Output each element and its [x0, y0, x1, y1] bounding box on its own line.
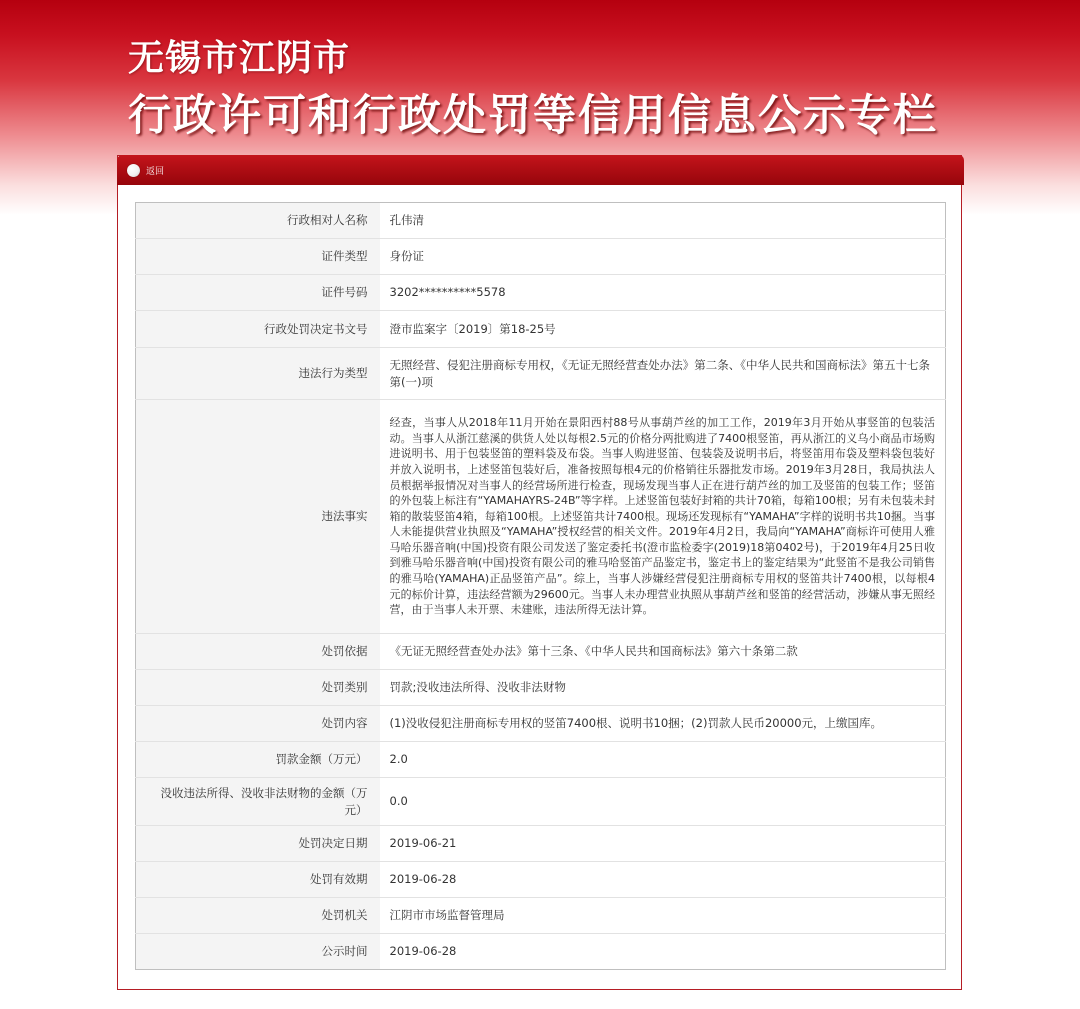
label-violation-type: 违法行为类型 [136, 348, 380, 400]
value-party-name: 孔伟清 [380, 203, 946, 239]
label-decision-number: 行政处罚决定书文号 [136, 311, 380, 348]
back-bullet-icon [127, 164, 140, 177]
site-title-column: 行政许可和行政处罚等信用信息公示专栏 [128, 91, 938, 141]
row-validity-date [136, 862, 946, 898]
label-penalty-basis: 处罚依据 [136, 634, 380, 670]
value-decision-date: 2019-06-21 [380, 826, 946, 862]
label-penalty-category: 处罚类别 [136, 670, 380, 706]
label-publish-date: 公示时间 [136, 934, 380, 970]
label-penalty-content: 处罚内容 [136, 706, 380, 742]
row-violation-facts [136, 400, 946, 634]
row-confiscation-amount [136, 778, 946, 826]
detail-panel [117, 155, 962, 990]
value-violation-facts: 经查，当事人从2018年11月开始在景阳西村88号从事葫芦丝的加工工作，2019年3月开始从事竖笛的包装活动。当事人从浙江慈溪的供货人处以每根2.5元的价格分两批购进了7400根竖笛，再从浙江的义乌小商品市场购进说明书、用于包装竖笛的塑料袋及布袋。当事人购进竖笛、包装袋及说明书后，将竖笛用布袋及塑料袋包装好并放入说明书，上述竖笛包装好后，准备按照每根4元的价格销往乐器批发市场。2019年3月28日，我局执法人员根据举报情况对当事人的经营场所进行检查，现场发现当事人正在进行葫芦丝的加工及竖笛的包装工作；竖笛的外包装上标注有“YAMAHAYRS-24B”等字样。上述竖笛包装好封箱的共计70箱，每箱100根；另有未包装未封箱的散装竖笛4箱，每箱100根。上述竖笛共计7400根。现场还发现标有“YAMAHA”字样的说明书共10捆。当事人未能提供营业执照及“YAMAHA”授权经营的相关文件。2019年4月2日，我局向“YAMAHA”商标许可使用人雅马哈乐器音响(中国)投资有限公司发送了鉴定委托书(澄市监检委字(2019)18第0402号)，于2019年4月25日收到雅马哈乐器音响(中国)投资有限公司的雅马哈竖笛产品鉴定书，鉴定书上的鉴定结果为“此竖笛不是我公司销售的雅马哈(YAMAHA)正品竖笛产品”。综上，当事人涉嫌经营侵犯注册商标专用权的竖笛共计7400根，以每根4元的标价计算，违法经营额为29600元。当事人未办理营业执照从事葫芦丝和竖笛的经营活动，涉嫌从事无照经营，由于当事人未开票、未建账，违法所得无法计算。 [380, 400, 946, 634]
label-confiscation-amount: 没收违法所得、没收非法财物的金额（万元） [136, 778, 380, 826]
row-penalty-authority [136, 898, 946, 934]
value-publish-date: 2019-06-28 [380, 934, 946, 970]
value-fine-amount: 2.0 [380, 742, 946, 778]
row-id-type [136, 239, 946, 275]
label-decision-date: 处罚决定日期 [136, 826, 380, 862]
value-penalty-content: (1)没收侵犯注册商标专用权的竖笛7400根、说明书10捆；(2)罚款人民币20000元，上缴国库。 [380, 706, 946, 742]
row-penalty-basis [136, 634, 946, 670]
value-id-number: 3202**********5578 [380, 275, 946, 311]
label-fine-amount: 罚款金额（万元） [136, 742, 380, 778]
penalty-info-table [135, 202, 946, 970]
value-validity-date: 2019-06-28 [380, 862, 946, 898]
row-penalty-content [136, 706, 946, 742]
label-validity-date: 处罚有效期 [136, 862, 380, 898]
value-confiscation-amount: 0.0 [380, 778, 946, 826]
site-title-city: 无锡市江阴市 [128, 38, 351, 79]
row-penalty-category [136, 670, 946, 706]
label-id-number: 证件号码 [136, 275, 380, 311]
label-violation-facts: 违法事实 [136, 400, 380, 634]
panel-header [117, 155, 964, 185]
row-publish-date [136, 934, 946, 970]
row-party-name [136, 203, 946, 239]
value-id-type: 身份证 [380, 239, 946, 275]
value-penalty-authority: 江阴市市场监督管理局 [380, 898, 946, 934]
row-decision-date [136, 826, 946, 862]
row-violation-type [136, 348, 946, 400]
back-label: 返回 [146, 166, 165, 177]
row-fine-amount [136, 742, 946, 778]
value-decision-number: 澄市监案字〔2019〕第18-25号 [380, 311, 946, 348]
value-penalty-category: 罚款;没收违法所得、没收非法财物 [380, 670, 946, 706]
value-violation-type: 无照经营、侵犯注册商标专用权，《无证无照经营查处办法》第二条、《中华人民共和国商标法》第五十七条第(一)项 [380, 348, 946, 400]
row-id-number [136, 275, 946, 311]
label-id-type: 证件类型 [136, 239, 380, 275]
label-party-name: 行政相对人名称 [136, 203, 380, 239]
label-penalty-authority: 处罚机关 [136, 898, 380, 934]
back-button[interactable] [127, 161, 164, 179]
row-decision-number [136, 311, 946, 348]
value-penalty-basis: 《无证无照经营查处办法》第十三条、《中华人民共和国商标法》第六十条第二款 [380, 634, 946, 670]
